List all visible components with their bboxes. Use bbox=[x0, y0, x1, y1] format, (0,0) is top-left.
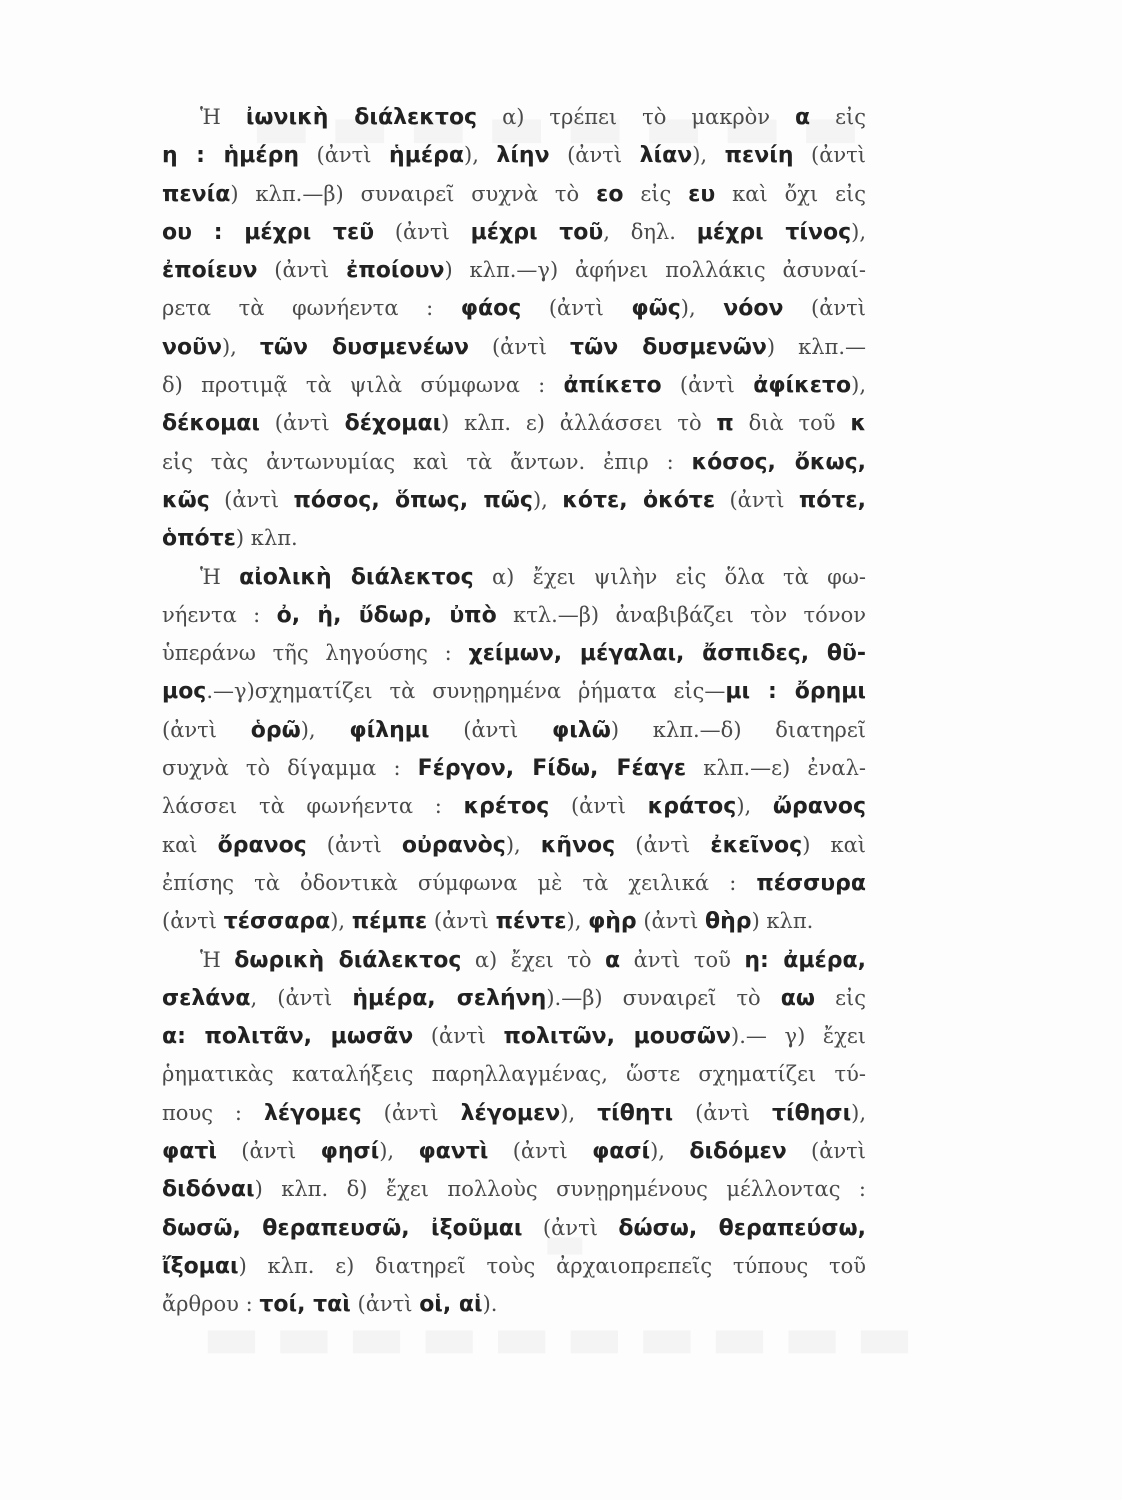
text-line bbox=[162, 251, 866, 289]
text-run: ), bbox=[221, 334, 260, 359]
text-run: συχνὰ τὸ δίγαμμα : bbox=[162, 756, 418, 781]
text-run: (ἀντὶ bbox=[413, 1024, 504, 1049]
text-run: (ἀντὶ bbox=[661, 373, 754, 398]
bold-term: πενίη bbox=[724, 143, 794, 169]
text-run: ), bbox=[650, 1139, 690, 1164]
bold-term: τοί, ταὶ bbox=[259, 1292, 351, 1318]
text-run: ), bbox=[851, 1100, 867, 1125]
text-line bbox=[162, 979, 866, 1017]
bold-term: φὴρ bbox=[588, 909, 637, 935]
text-run: , (ἀντὶ bbox=[250, 985, 353, 1010]
text-run: ), bbox=[464, 143, 497, 168]
text-run: ), bbox=[505, 832, 541, 857]
text-run: εἰς bbox=[810, 105, 867, 129]
bold-term: πενία bbox=[162, 181, 231, 207]
text-run: (ἀντὶ bbox=[488, 1139, 593, 1164]
text-run: (ἀντὶ bbox=[786, 1139, 867, 1164]
text-line bbox=[162, 902, 866, 940]
bold-term: τῶν δυσμενῶν bbox=[570, 334, 767, 360]
text-line bbox=[162, 481, 866, 519]
bold-term: κ bbox=[850, 411, 866, 437]
text-run: (ἀντὶ bbox=[615, 832, 711, 857]
bold-term: δωρικὴ διάλεκτος bbox=[234, 947, 462, 973]
bold-term: ἀπίκετο bbox=[563, 373, 662, 399]
bold-term: οὐρανὸς bbox=[401, 832, 506, 858]
bold-term: πόσος, ὅπως, πῶς bbox=[293, 487, 533, 513]
text-run: νήεντα : bbox=[162, 602, 277, 627]
bold-term: οἱ, αἱ bbox=[419, 1292, 483, 1318]
text-line bbox=[162, 1132, 866, 1170]
bold-term: ὀ, ἠ, ὔδωρ, ὐπὸ bbox=[276, 602, 497, 628]
text-line bbox=[162, 1209, 866, 1247]
text-run: κλπ.—ε) ἐναλ- bbox=[686, 756, 866, 781]
text-line bbox=[162, 941, 866, 979]
text-run: (ἀντὶ bbox=[306, 832, 402, 857]
text-run: ), bbox=[379, 1139, 419, 1164]
bold-term: ἴξομαι bbox=[162, 1253, 239, 1279]
text-run: (ἀντὶ bbox=[427, 909, 496, 934]
text-run: (ἀντὶ bbox=[209, 487, 294, 512]
bold-term: τέσσαρα bbox=[223, 909, 331, 935]
bold-term: μος bbox=[162, 679, 207, 705]
text-line bbox=[162, 366, 866, 404]
bold-term: χείμων, μέγαλαι, ἄσπιδες, θῦ- bbox=[468, 641, 866, 667]
bold-term: ὤρανος bbox=[772, 794, 866, 820]
text-line bbox=[162, 175, 866, 213]
text-run: (ἀντὶ bbox=[259, 411, 345, 436]
bold-term: δωσῶ, θεραπευσῶ, ἰξοῦμαι bbox=[162, 1215, 523, 1241]
text-run: εἰς τὰς ἀντωνυμίας καὶ τὰ ἄντων. ἐπιρ : bbox=[162, 449, 692, 474]
text-line bbox=[162, 596, 866, 634]
text-run: α) ἔχει τὸ bbox=[461, 947, 605, 972]
text-run: α) τρέπει τὸ μακρὸν bbox=[477, 105, 796, 129]
text-line bbox=[162, 826, 866, 864]
text-run: ), bbox=[330, 909, 352, 934]
text-line bbox=[162, 749, 866, 787]
bold-term: πολιτῶν, μουσῶν bbox=[503, 1024, 732, 1050]
text-line bbox=[162, 672, 866, 710]
bold-term: φίλημι bbox=[349, 717, 430, 743]
text-line bbox=[162, 98, 866, 136]
bold-term: α bbox=[604, 947, 621, 973]
text-run: ), bbox=[736, 794, 773, 819]
bold-term: διδόμεν bbox=[689, 1139, 787, 1165]
bold-term: κράτος bbox=[647, 794, 737, 820]
text-run: (ἀντὶ bbox=[522, 1215, 619, 1240]
text-run: καὶ bbox=[162, 832, 218, 857]
bold-term: μι : ὄρημι bbox=[725, 679, 866, 705]
text-run: (ἀντὶ bbox=[468, 334, 571, 359]
bold-term: π bbox=[716, 411, 734, 437]
bold-term: νόον bbox=[723, 296, 784, 322]
text-line bbox=[162, 864, 866, 902]
bold-term: δέχομαι bbox=[344, 411, 442, 437]
bold-term: φῶς bbox=[631, 296, 681, 322]
text-line bbox=[162, 213, 866, 251]
text-run: εἰς bbox=[623, 181, 689, 206]
text-run: διὰ τοῦ bbox=[733, 411, 851, 436]
text-run: ἀντὶ τοῦ bbox=[620, 947, 745, 972]
bold-term: ἐκεῖνος bbox=[710, 832, 803, 858]
text-run: (ἀντὶ bbox=[429, 717, 552, 742]
bold-term: θὴρ bbox=[705, 909, 752, 935]
bold-term: κῆνος bbox=[540, 832, 616, 858]
text-run: ), bbox=[692, 143, 725, 168]
text-run: ), bbox=[680, 296, 724, 321]
bold-term: κόσος, ὄκως, bbox=[691, 449, 866, 475]
text-run: ) κλπ.— bbox=[766, 334, 866, 359]
text-run: ) κλπ. ε) διατηρεῖ τοὺς ἀρχαιοπρεπεῖς τύπους τοῦ bbox=[238, 1253, 866, 1278]
bold-term: ἰωνικὴ διάλεκτος bbox=[245, 105, 478, 130]
text-run: εἰς bbox=[815, 985, 866, 1010]
bold-term: φασί bbox=[592, 1139, 651, 1165]
bold-term: ου : μέχρι τεῦ bbox=[162, 219, 375, 245]
text-line bbox=[162, 1017, 866, 1055]
bold-term: ὁπότε bbox=[162, 526, 236, 552]
text-run: ) κλπ. ε) ἀλλάσσει τὸ bbox=[441, 411, 717, 436]
text-run: (ἀντὶ bbox=[715, 487, 799, 512]
text-line bbox=[162, 1285, 866, 1323]
text-run: (ἀντὶ bbox=[374, 219, 471, 244]
bold-term: κῶς bbox=[162, 487, 210, 513]
bold-term: νοῦν bbox=[162, 334, 222, 360]
text-line bbox=[162, 1055, 866, 1093]
bold-term: φάος bbox=[460, 296, 522, 322]
text-run: Ἡ bbox=[200, 105, 246, 129]
body-text bbox=[162, 98, 866, 1324]
text-run: ), bbox=[532, 487, 563, 512]
text-run: ὑπεράνω τῆς ληγούσης : bbox=[162, 641, 469, 666]
bold-term: τίθησι bbox=[772, 1100, 852, 1126]
text-run: ) κλπ. bbox=[751, 909, 814, 934]
text-run: πους : bbox=[162, 1100, 264, 1125]
text-run: ἐπίσης τὰ ὀδοντικὰ σύμφωνα μὲ τὰ χειλικά : bbox=[162, 870, 757, 895]
text-run: ) κλπ.—δ) διατηρεῖ bbox=[610, 717, 866, 742]
text-run: (ἀντὶ bbox=[793, 143, 867, 168]
text-run: Ἡ bbox=[200, 564, 240, 589]
bold-term: α: πολιτᾶν, μωσᾶν bbox=[162, 1024, 414, 1050]
text-run: ).— γ) ἔχει bbox=[731, 1024, 867, 1049]
text-run: (ἀντὶ bbox=[636, 909, 706, 934]
bold-term: λέγομεν bbox=[460, 1100, 561, 1126]
bold-term: Fέργον, Fίδω, Fέαγε bbox=[417, 756, 687, 782]
text-run: ) κλπ.—γ) ἀφήνει πολλάκις ἀσυναί- bbox=[444, 258, 867, 283]
text-line bbox=[162, 711, 866, 749]
text-run: ), bbox=[300, 717, 350, 742]
text-run: λάσσει τὰ φωνήεντα : bbox=[162, 794, 464, 819]
text-line bbox=[162, 1170, 866, 1208]
text-run: ) κλπ.—β) συναιρεῖ συχνὰ τὸ bbox=[230, 181, 597, 206]
bold-term: ὄρανος bbox=[217, 832, 307, 858]
bold-term: φαντὶ bbox=[418, 1139, 489, 1165]
text-run: ), bbox=[560, 1100, 598, 1125]
text-run: ), bbox=[566, 909, 589, 934]
text-run: α) ἔχει ψιλὴν εἰς ὅλα τὰ φω- bbox=[473, 564, 867, 589]
text-run: (ἀντὶ bbox=[549, 143, 640, 168]
text-run: Ἡ bbox=[200, 947, 235, 972]
text-line bbox=[162, 328, 866, 366]
text-run: ), bbox=[851, 373, 867, 398]
text-line bbox=[162, 404, 866, 442]
bold-term: λίην bbox=[496, 143, 550, 169]
text-run: ), bbox=[851, 219, 866, 244]
bold-term: τίθητι bbox=[597, 1100, 674, 1126]
bold-term: α bbox=[795, 105, 811, 130]
text-run: (ἀντὶ bbox=[216, 1139, 321, 1164]
bold-term: κρέτος bbox=[463, 794, 550, 820]
text-run: (ἀντὶ bbox=[361, 1100, 461, 1125]
text-run: ) κλπ. bbox=[235, 526, 298, 551]
text-run: (ἀντὶ bbox=[549, 794, 648, 819]
bold-term: μέχρι τίνος bbox=[696, 219, 852, 245]
bold-term: αἰολικὴ διάλεκτος bbox=[239, 564, 474, 590]
text-line bbox=[162, 1094, 866, 1132]
text-line bbox=[162, 787, 866, 825]
bold-term: αω bbox=[780, 985, 816, 1011]
bold-term: τῶν δυσμενέων bbox=[259, 334, 469, 360]
bold-term: φατὶ bbox=[162, 1139, 217, 1165]
bold-term: λέγομες bbox=[263, 1100, 362, 1126]
text-run: (ἀντὶ bbox=[162, 909, 224, 934]
bold-term: φιλῶ bbox=[552, 717, 611, 743]
text-run: ἄρθρου : bbox=[162, 1292, 260, 1317]
text-line bbox=[162, 519, 866, 557]
bold-term: πέντε bbox=[495, 909, 567, 935]
bold-term: ἀφίκετο bbox=[753, 373, 852, 399]
text-run: ) καὶ bbox=[802, 832, 866, 857]
text-run: ).—β) συναιρεῖ τὸ bbox=[546, 985, 781, 1010]
bold-term: η: ἀμέρα, bbox=[744, 947, 867, 973]
bold-term: ἐποίευν bbox=[162, 258, 258, 284]
bold-term: εο bbox=[596, 181, 624, 207]
text-line bbox=[162, 558, 866, 596]
text-run: .—γ)σχηματίζει τὰ συνῃρημένα ῥήματα εἰς— bbox=[206, 679, 726, 704]
text-line bbox=[162, 443, 866, 481]
bold-term: η : ἡμέρη bbox=[162, 143, 299, 169]
text-run: ρετα τὰ φωνήεντα : bbox=[162, 296, 461, 321]
bold-term: μέχρι τοῦ bbox=[470, 219, 604, 245]
bold-term: ἡμέρα, σελήνη bbox=[352, 985, 547, 1011]
text-run: (ἀντὶ bbox=[162, 717, 251, 742]
bold-term: ἐποίουν bbox=[346, 258, 445, 284]
text-run: ῥηματικὰς καταλήξεις παρηλλαγμένας, ὥστε σχηματίζει τύ- bbox=[162, 1062, 866, 1087]
bold-term: δέκομαι bbox=[162, 411, 260, 437]
text-run: (ἀντὶ bbox=[299, 143, 390, 168]
bold-term: ἡμέρα bbox=[389, 143, 465, 169]
text-run: (ἀντὶ bbox=[257, 258, 347, 283]
text-run: κτλ.—β) ἀναβιβάζει τὸν τόνον bbox=[496, 602, 866, 627]
bold-term: πέσσυρα bbox=[756, 870, 866, 896]
text-run: (ἀντὶ bbox=[673, 1100, 773, 1125]
bold-term: φησί bbox=[320, 1139, 380, 1165]
text-run: (ἀντὶ bbox=[350, 1292, 420, 1317]
bold-term: πέμπε bbox=[351, 909, 428, 935]
bold-term: πότε, bbox=[798, 487, 866, 513]
text-line bbox=[162, 289, 866, 327]
bold-term: κότε, ὀκότε bbox=[562, 487, 716, 513]
text-run: ) κλπ. δ) ἔχει πολλοὺς συνῃρημένους μέλλοντας : bbox=[254, 1177, 866, 1202]
text-run: δ) προτιμᾷ τὰ ψιλὰ σύμφωνα : bbox=[162, 373, 564, 398]
bold-term: ευ bbox=[688, 181, 716, 207]
bold-term: δώσω, θεραπεύσω, bbox=[618, 1215, 867, 1241]
text-run: (ἀντὶ bbox=[521, 296, 632, 321]
text-run: (ἀντὶ bbox=[783, 296, 866, 321]
bold-term: σελάνα bbox=[162, 985, 251, 1011]
text-run: ). bbox=[482, 1292, 498, 1317]
text-run: , δηλ. bbox=[603, 219, 697, 244]
bold-term: λίαν bbox=[639, 143, 693, 169]
bold-term: ὁρῶ bbox=[250, 717, 301, 743]
text-line bbox=[162, 634, 866, 672]
text-run: καὶ ὄχι εἰς bbox=[715, 181, 867, 206]
text-line bbox=[162, 136, 866, 174]
bold-term: διδόναι bbox=[162, 1177, 255, 1203]
text-line bbox=[162, 1247, 866, 1285]
